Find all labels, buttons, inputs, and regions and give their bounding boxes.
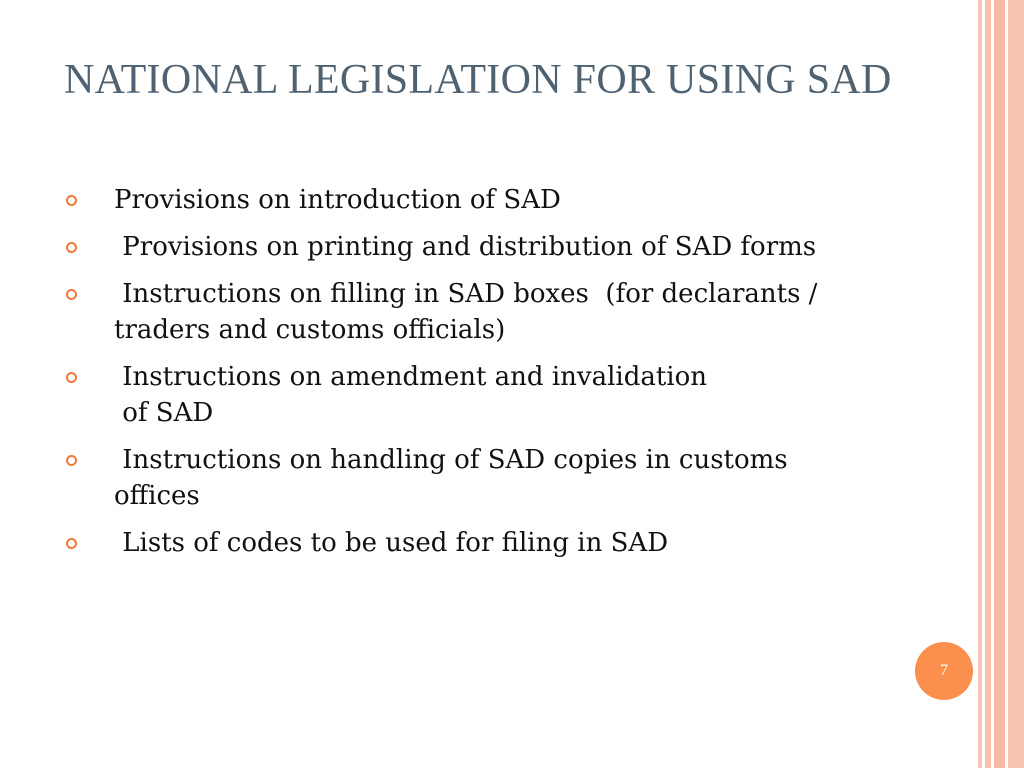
list-item — [66, 182, 866, 218]
list-item — [66, 359, 866, 431]
bullet-text: Instructions on handling of SAD copies in customs offices — [114, 445, 796, 511]
bullet-icon — [66, 195, 77, 206]
bullet-icon — [66, 372, 77, 383]
bullet-text: Lists of codes to be used for filing in SAD — [114, 528, 669, 558]
bullet-icon — [66, 242, 77, 253]
bullet-icon — [66, 455, 77, 466]
list-item — [66, 229, 866, 265]
bullet-text: Provisions on printing and distribution of SAD forms — [114, 232, 817, 262]
bullet-text: Provisions on introduction of SAD — [114, 185, 561, 215]
bullet-text: Instructions on amendment and invalidation of SAD — [122, 362, 708, 428]
bullet-text: Instructions on filling in SAD boxes (for declarants / traders and customs officials) — [114, 279, 826, 345]
page-number: 7 — [940, 662, 948, 679]
list-item — [66, 525, 866, 561]
page-number-badge — [915, 642, 973, 700]
decorative-stripe — [994, 0, 1005, 768]
list-item — [66, 442, 866, 514]
bullet-icon — [66, 289, 77, 300]
decorative-stripe — [1008, 0, 1024, 768]
list-item — [66, 276, 866, 348]
bullet-icon — [66, 538, 77, 549]
bullet-list — [66, 182, 866, 572]
slide-title: NATIONAL LEGISLATION FOR USING SAD — [64, 57, 892, 103]
